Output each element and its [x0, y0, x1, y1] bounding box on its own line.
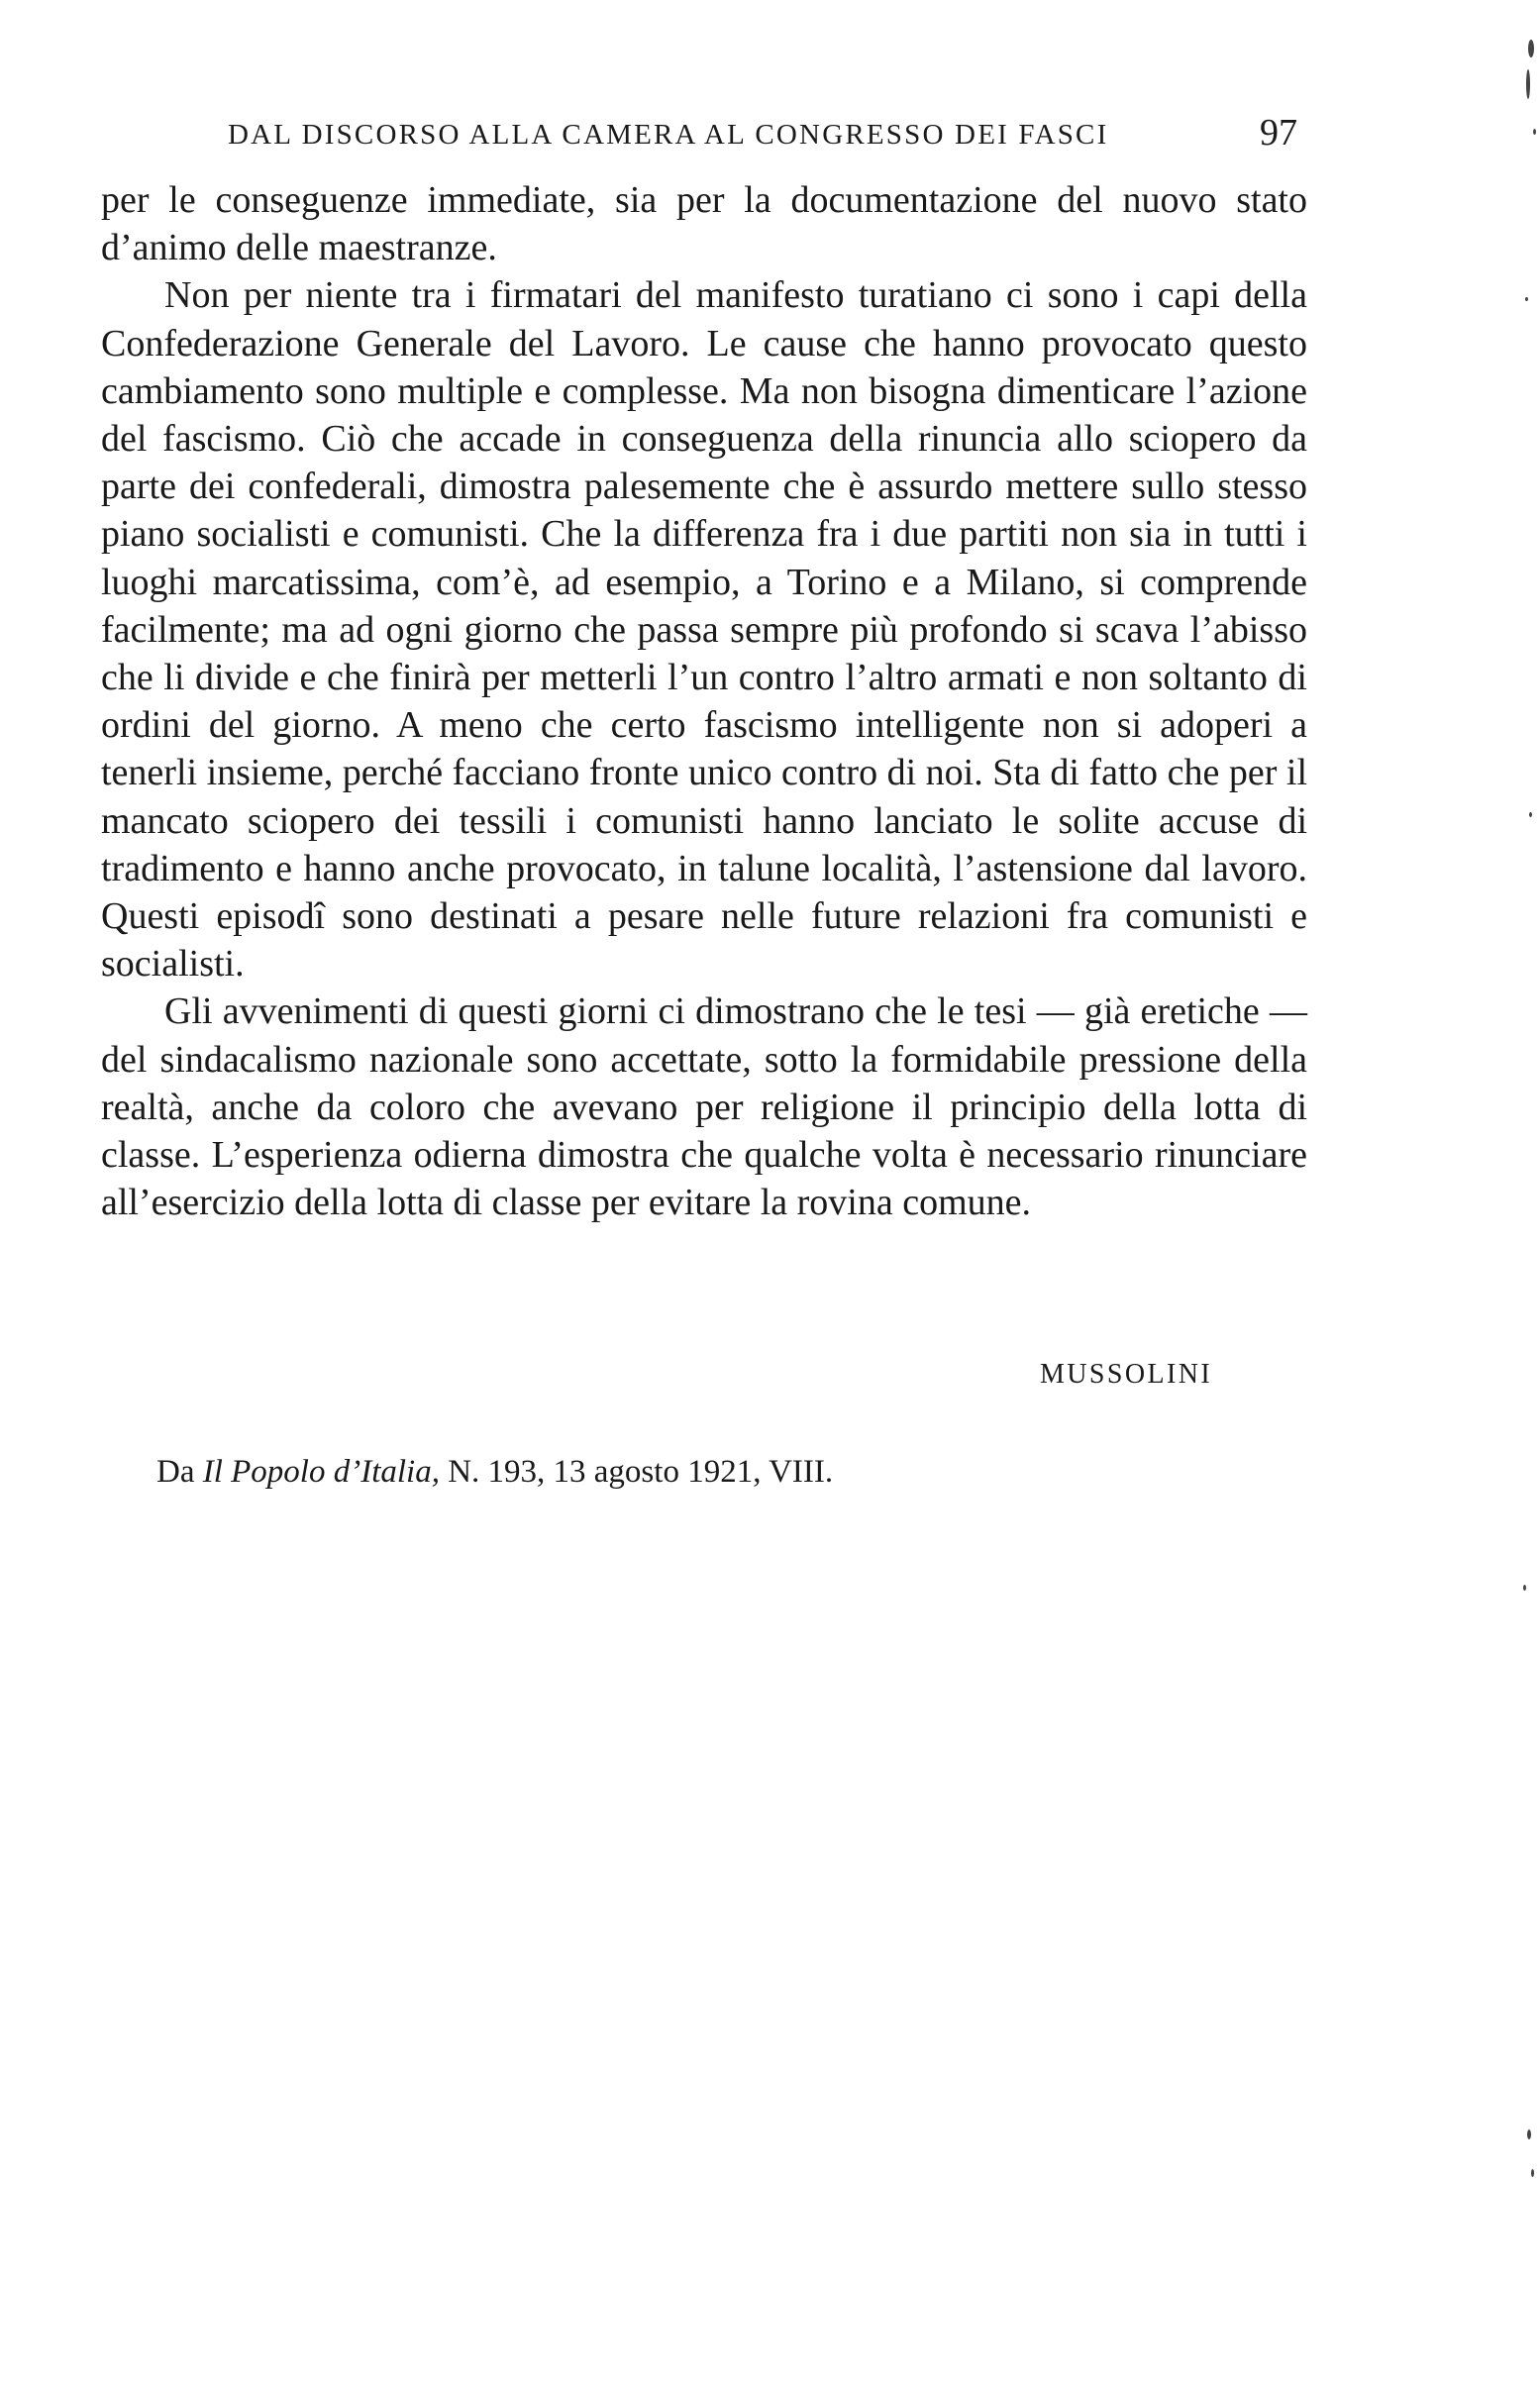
paragraph-2: Non per niente tra i firmatari del manifesto turatiano ci sono i capi della Confederazione Generale del Lavoro. Le cause che hanno provocato questo cambiamento sono multiple e complesse. Ma non bisogna dimenticare l’azione del fascismo. Ciò che accade in conseguenza della rinuncia allo sciopero da parte dei confederali, dimostra palesemente che è assurdo mettere sullo stesso piano socialisti e comunisti. Che la differenza fra i due partiti non sia in tutti i luoghi marcatissima, com’è, ad esempio, a Torino e a Milano, si comprende facilmente; ma ad ogni giorno che passa sempre più profondo si scava l’abisso che li divide e che finirà per metterli l’un contro l’altro armati e non soltanto di ordini del giorno. A meno che certo fascismo intelligente non si adoperi a tenerli insieme, perché facciano fronte unico contro di noi. Sta di fatto che per il mancato sciopero dei tessili i comunisti hanno lanciato le solite accuse di tradimento e hanno anche provocato, in talune località, l’astensione dal lavoro. Questi episodî sono destinati a pesare nelle future relazioni fra comunisti e socialisti. — [101, 274, 1307, 986]
source-prefix: Da — [156, 1454, 195, 1490]
source-publication: Il Popolo d’Italia, — [202, 1454, 440, 1490]
page-number: 97 — [1260, 112, 1297, 154]
scan-edge-noise — [1510, 0, 1540, 2388]
source-citation — [156, 1454, 833, 1491]
source-details: N. 193, 13 agosto 1921, VIII. — [448, 1454, 834, 1490]
running-title: DAL DISCORSO ALLA CAMERA AL CONGRESSO DEI FASCI — [228, 119, 1109, 151]
paragraph-3: Gli avvenimenti di questi giorni ci dimostrano che le tesi — già eretiche — del sindacalismo nazionale sono accettate, sotto la formidabile pressione della realtà, anche da coloro che avevano per religione il principio della lotta di classe. L’esperienza odierna dimostra che qualche volta è necessario rinunciare all’esercizio della lotta di classe per evitare la rovina comune. — [101, 990, 1307, 1224]
running-head — [228, 111, 1307, 160]
paragraph-1: per le conseguenze immediate, sia per la documentazione del nuovo stato d’animo delle maestranze. — [101, 179, 1307, 269]
body-text — [101, 176, 1307, 1226]
author-signature: MUSSOLINI — [1040, 1359, 1213, 1390]
